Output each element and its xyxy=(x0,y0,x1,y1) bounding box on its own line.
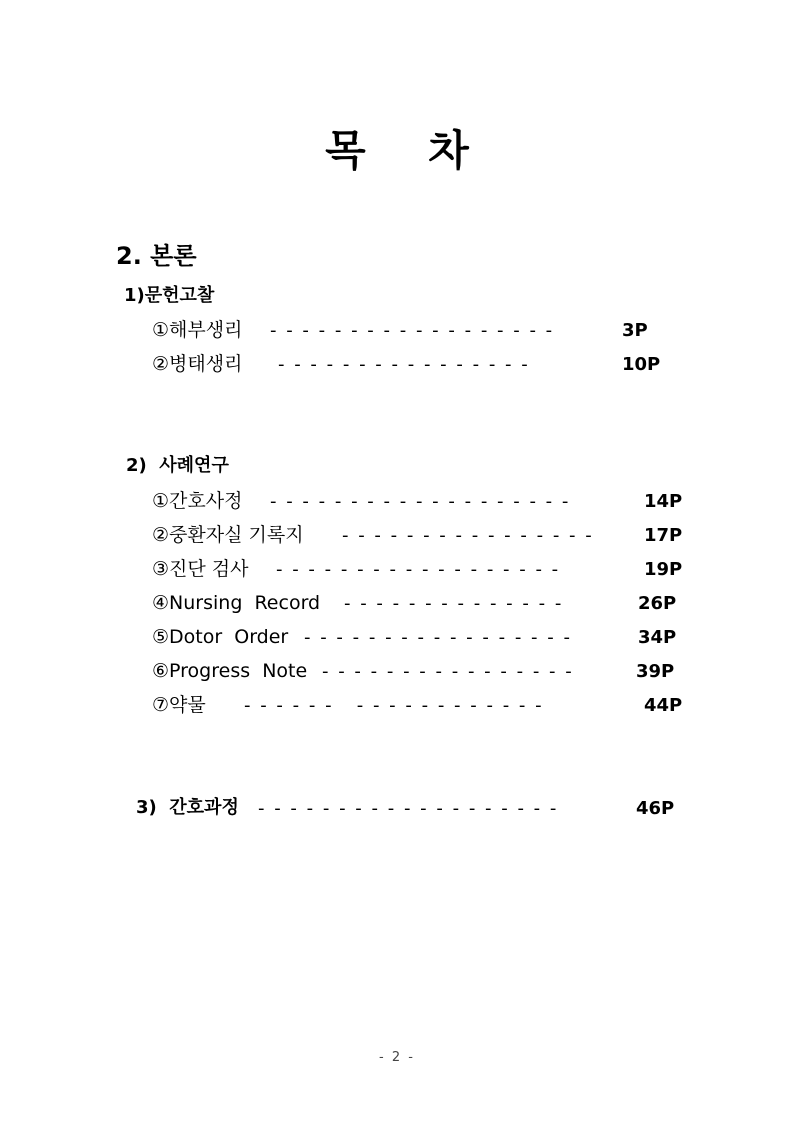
subsection-heading: 1)문헌고찰 xyxy=(124,285,215,306)
page-title: 목 차 xyxy=(325,126,493,175)
toc-leader-dots: - - - - - - - - - - - - - - - - xyxy=(322,661,574,682)
toc-leader-dots: - - - - - - - - - - - - - - - - - - xyxy=(270,320,555,341)
toc-page-number: 46P xyxy=(636,798,675,819)
toc-item-label: ①해부생리 xyxy=(152,319,243,341)
toc-leader-dots: - - - - - - - - - - - - - - - - - - xyxy=(244,695,544,716)
toc-leader-dots: - - - - - - - - - - - - - - xyxy=(344,593,564,614)
toc-page-number: 39P xyxy=(636,661,675,682)
toc-leader-dots: - - - - - - - - - - - - - - - - - xyxy=(304,627,572,648)
toc-item-label: ⑤Dotor Order xyxy=(152,626,289,648)
toc-leader-dots: - - - - - - - - - - - - - - - - - - xyxy=(276,559,561,580)
toc-leader-dots: - - - - - - - - - - - - - - - - - - - xyxy=(258,798,559,819)
toc-page-number: 3P xyxy=(622,320,648,341)
page-number-footer: - 2 - xyxy=(379,1050,415,1065)
subsection-heading: 2) 사례연구 xyxy=(126,455,229,476)
toc-leader-dots: - - - - - - - - - - - - - - - - - - - xyxy=(270,491,571,512)
toc-page-number: 34P xyxy=(638,627,677,648)
subsection-heading: 3) 간호과정 xyxy=(136,797,239,818)
toc-page-number: 14P xyxy=(644,491,683,512)
toc-page-number: 26P xyxy=(638,593,677,614)
toc-item-label: ③진단 검사 xyxy=(152,558,249,580)
toc-item-label: ⑦약물 xyxy=(152,694,206,716)
toc-page-number: 10P xyxy=(622,354,661,375)
toc-page-number: 44P xyxy=(644,695,683,716)
toc-item-label: ①간호사정 xyxy=(152,490,243,512)
toc-item-label: ④Nursing Record xyxy=(152,592,321,614)
toc-page-number: 19P xyxy=(644,559,683,580)
toc-item-label: ②병태생리 xyxy=(152,353,243,375)
section-heading: 2. 본론 xyxy=(116,242,197,270)
toc-item-label: ②중환자실 기록지 xyxy=(152,524,304,546)
toc-leader-dots: - - - - - - - - - - - - - - - - xyxy=(342,525,594,546)
toc-page-number: 17P xyxy=(644,525,683,546)
toc-item-label: ⑥Progress Note xyxy=(152,660,308,682)
toc-leader-dots: - - - - - - - - - - - - - - - - xyxy=(278,354,530,375)
